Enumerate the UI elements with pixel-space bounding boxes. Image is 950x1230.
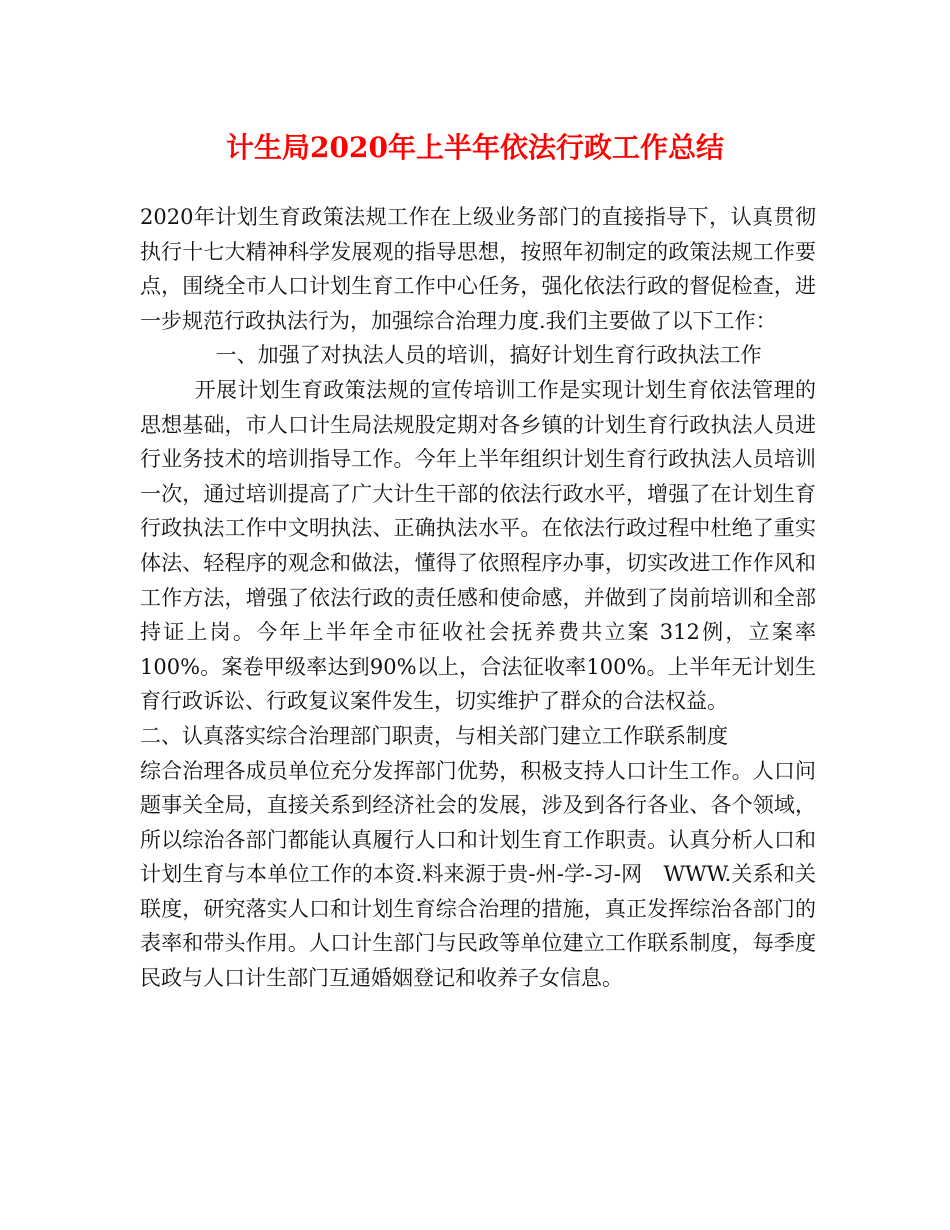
document-body [140, 200, 816, 996]
document-title: 计生局2020年上半年依法行政工作总结 [226, 131, 724, 164]
section-2-heading: 二、认真落实综合治理部门职责，与相关部门建立工作联系制度 [140, 723, 728, 748]
section-2-paragraph: 综合治理各成员单位充分发挥部门优势，积极支持人口计生工作。人口问题事关全局，直接关系到经济社会的发展，涉及到各行各业、各个领域，所以综治各部门都能认真履行人口和计划生育工作职责。认真分析人口和计划生育与本单位工作的本资.料来源于贵-州-学-习-网 WWW.关系和关联度，研究落实人口和计划生育综合治理的措施，真正发挥综治各部门的表率和带头作用。人口计生部门与民政等单位建立工作联系制度，每季度民政与人口计生部门互通婚姻登记和收养子女信息。 [140, 758, 816, 991]
intro-paragraph: 2020年计划生育政策法规工作在上级业务部门的直接指导下，认真贯彻执行十七大精神科学发展观的指导思想，按照年初制定的政策法规工作要点，围绕全市人口计划生育工作中心任务，强化依法行政的督促检查，进一步规范行政执法行为，加强综合治理力度.我们主要做了以下工作： [140, 205, 816, 333]
section-1-heading: 一、加强了对执法人员的培训，搞好计划生育行政执法工作 [215, 343, 762, 368]
section-1-paragraph: 开展计划生育政策法规的宣传培训工作是实现计划生育依法管理的思想基础，市人口计生局法规股定期对各乡镇的计划生育行政执法人员进行业务技术的培训指导工作。今年上半年组织计划生育行政执法人员培训一次，通过培训提高了广大计生干部的依法行政水平，增强了在计划生育行政执法工作中文明执法、正确执法水平。在依法行政过程中杜绝了重实体法、轻程序的观念和做法，懂得了依照程序办事，切实改进工作作风和工作方法，增强了依法行政的责任感和使命感，并做到了岗前培训和全部持证上岗。今年上半年全市征收社会抚养费共立案 312例，立案率100%。案卷甲级率达到90%以上，合法征收率100%。上半年无计划生育行政诉讼、行政复议案件发生，切实维护了群众的合法权益。 [140, 377, 816, 714]
